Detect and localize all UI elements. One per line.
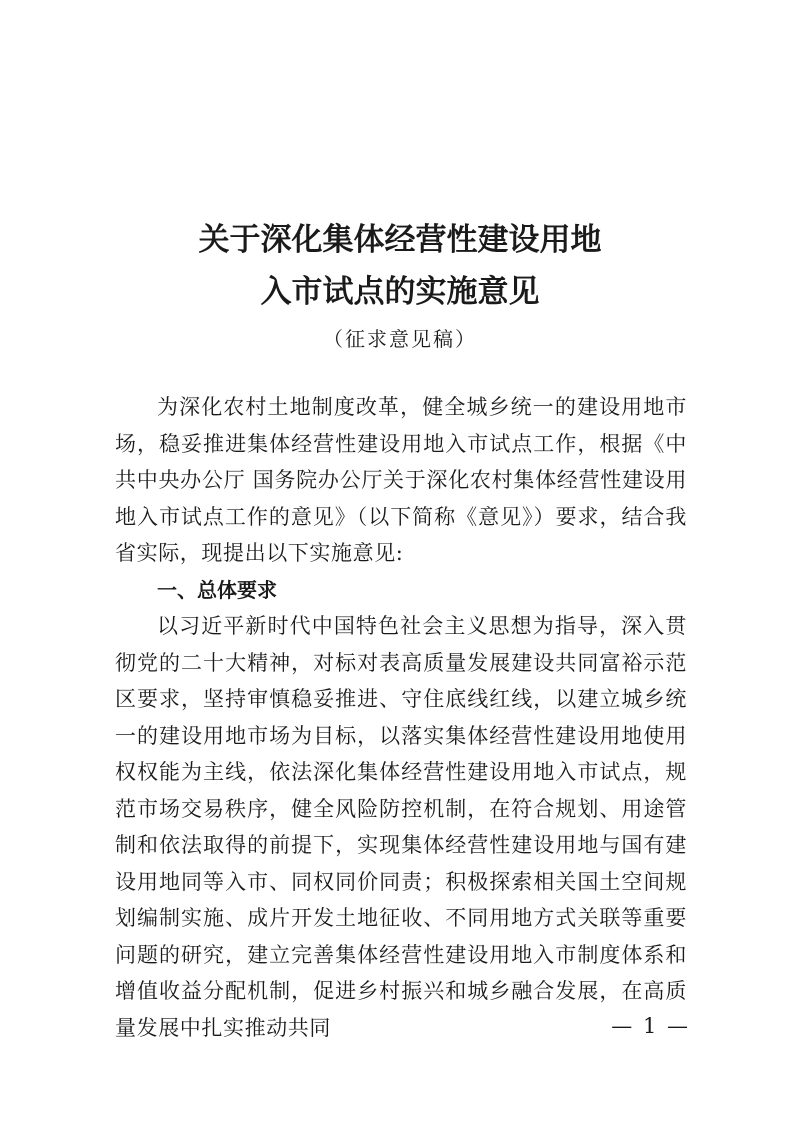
document-body — [115, 389, 687, 1046]
section-1-paragraph: 以习近平新时代中国特色社会主义思想为指导，深入贯彻党的二十大精神，对标对表高质量发展建设共同富裕示范区要求，坚持审慎稳妥推进、守住底线红线，以建立城乡统一的建设用地市场为目标，以落实集体经营性建设用地使用权权能为主线，依法深化集体经营性建设用地入市试点，规范市场交易秩序，健全风险防控机制，在符合规划、用途管制和依法取得的前提下，实现集体经营性建设用地与国有建设用地同等入市、同权同价同责；积极探索相关国土空间规划编制实施、成片开发土地征收、不同用地方式关联等重要问题的研究，建立完善集体经营性建设用地入市制度体系和增值收益分配机制，促进乡村振兴和城乡融合发展，在高质量发展中扎实推动共同 — [115, 614, 687, 1040]
document-title-line-2: 入市试点的实施意见 — [260, 274, 540, 310]
document-title-line-1: 关于深化集体经营性建设用地 — [198, 222, 602, 258]
section-heading-1: 一、总体要求 — [157, 577, 277, 602]
document-subtitle: （征求意见稿） — [323, 327, 477, 351]
intro-paragraph: 为深化农村土地制度改革，健全城乡统一的建设用地市场，稳妥推进集体经营性建设用地入市试点工作，根据《中共中央办公厅 国务院办公厅关于深化农村集体经营性建设用地入市试点工作的意见》（以下简称《意见》）要求，结合我省实际，现提出以下实施意见: — [115, 395, 687, 565]
page-number: — 1 — — [611, 1014, 690, 1038]
title-block — [0, 214, 800, 354]
